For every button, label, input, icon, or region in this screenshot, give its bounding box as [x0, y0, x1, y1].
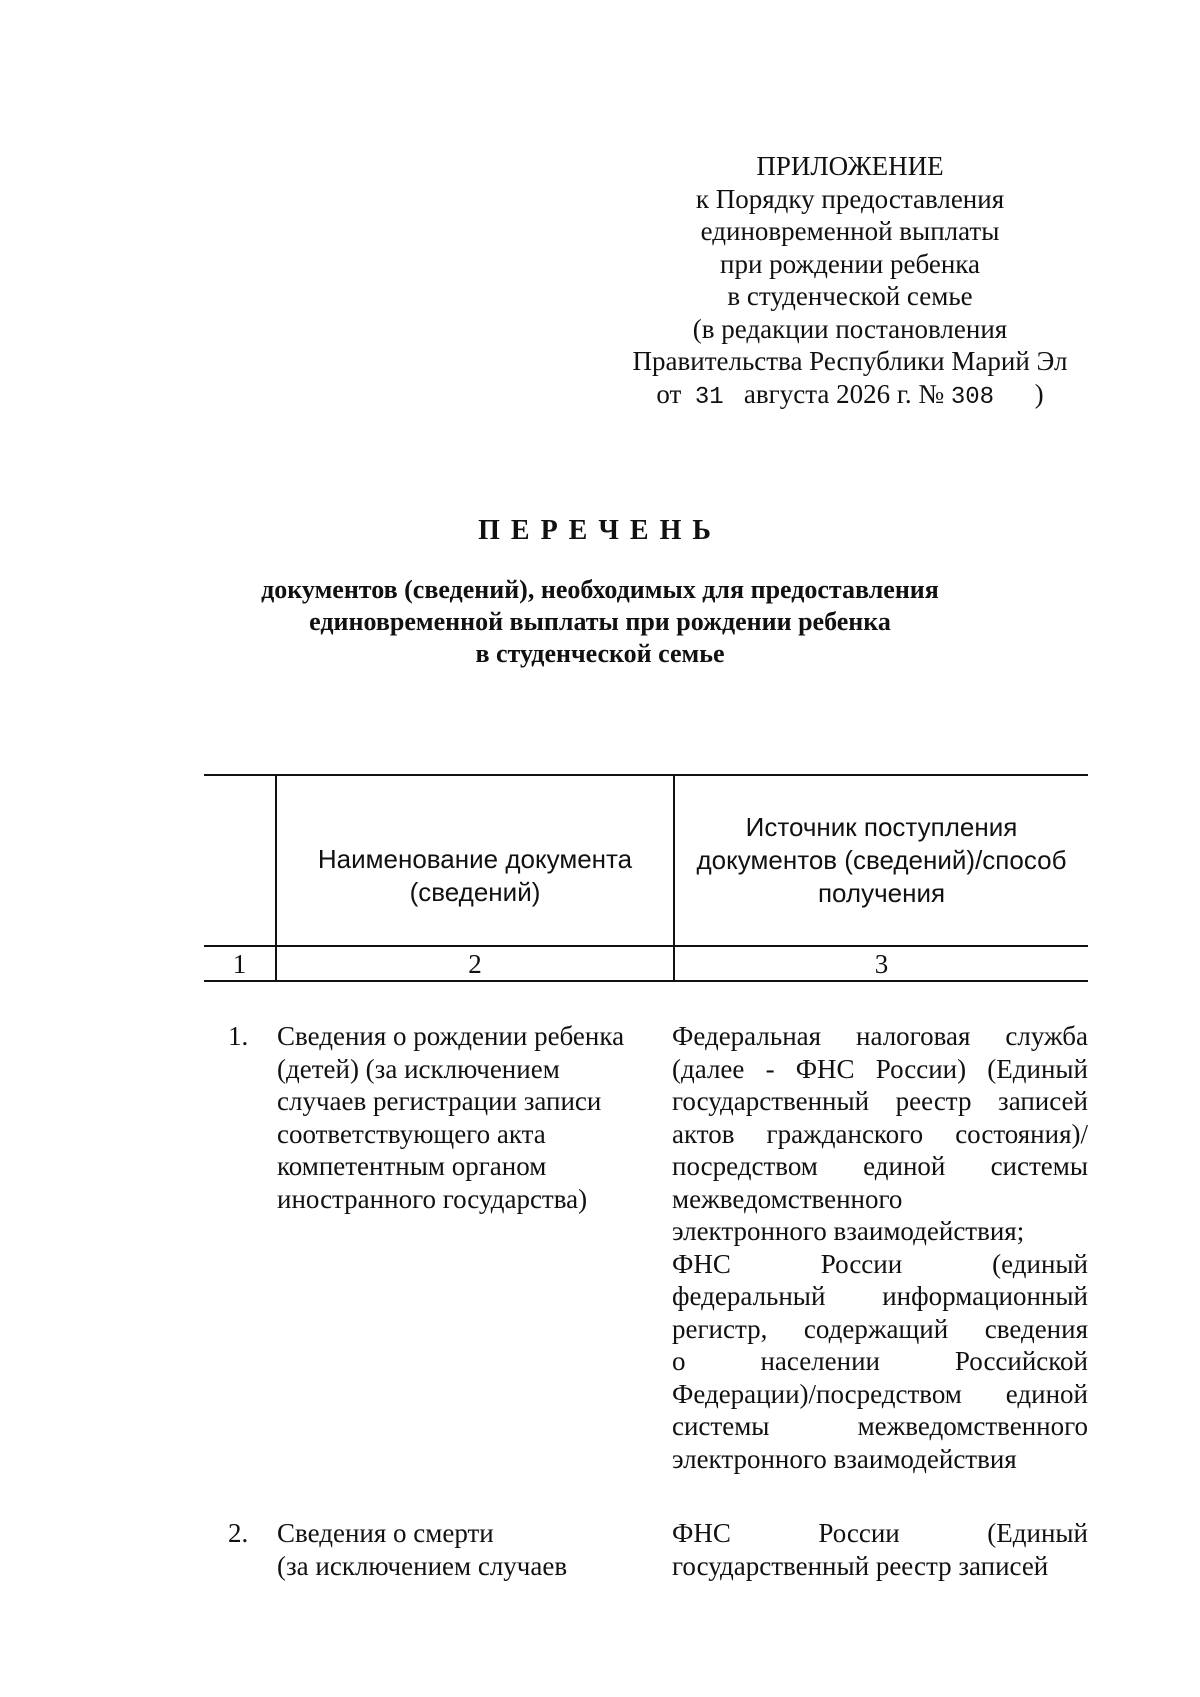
table-header-border	[204, 945, 1088, 947]
text-line: компетентным органом	[277, 1151, 547, 1181]
appendix-line: ПРИЛОЖЕНИЕ	[756, 151, 944, 181]
header-line: документов (сведений)/способ	[696, 845, 1067, 875]
text-line: соответствующего акта	[277, 1118, 546, 1149]
text-line: иностранного государства)	[277, 1183, 588, 1214]
date-day: 31	[694, 383, 724, 411]
row-document-name	[277, 1517, 647, 1582]
row-document-name	[277, 1020, 647, 1215]
header-line: Источник поступления	[745, 812, 1018, 842]
text-line: (детей) (за исключением	[277, 1053, 560, 1084]
text-line: федеральный информационный	[672, 1281, 1088, 1311]
text-line: о населении Российской	[672, 1346, 1088, 1376]
column-number-2: 2	[468, 949, 482, 979]
row-source	[672, 1517, 1088, 1582]
header-document-name	[277, 843, 673, 909]
row-number: 1.	[228, 1021, 249, 1051]
text-line: Федеральная налоговая служба	[672, 1021, 1088, 1051]
appendix-date-line	[600, 378, 1100, 415]
row-number: 2.	[228, 1518, 249, 1548]
text-line: посредством единой системы	[672, 1151, 1088, 1181]
text-line: системы межведомственного	[672, 1411, 1088, 1441]
column-number-3: 3	[874, 949, 889, 979]
text-line: регистр, содержащий сведения	[672, 1313, 1088, 1344]
date-rest: августа 2026 г. №	[743, 378, 945, 409]
text-line: ФНС России (Единый	[672, 1518, 1088, 1548]
appendix-line: в студенческой семье	[727, 281, 973, 311]
text-line: государственный реестр записей	[672, 1550, 1049, 1581]
text-line: Федерации)/посредством единой	[672, 1378, 1088, 1409]
date-prefix: от	[656, 378, 682, 409]
document-subtitle	[0, 574, 1200, 670]
appendix-line: единовременной выплаты	[700, 216, 1000, 246]
subtitle-line: в студенческой семье	[475, 639, 725, 668]
appendix-line: (в редакции постановления	[692, 313, 1008, 344]
column-number-1: 1	[232, 949, 247, 979]
text-line: актов гражданского состояния)/	[672, 1118, 1088, 1149]
subtitle-line: документов (сведений), необходимых для предоставления	[261, 575, 939, 604]
date-close: )	[1034, 378, 1044, 409]
document-title: ПЕРЕЧЕНЬ	[478, 515, 722, 546]
text-line: Сведения о смерти	[277, 1518, 494, 1548]
table-colnum-border	[204, 980, 1088, 982]
text-line: электронного взаимодействия;	[672, 1216, 1025, 1246]
text-line: ФНС России (единый	[672, 1248, 1088, 1279]
text-line: электронного взаимодействия	[672, 1443, 1017, 1474]
header-line: (сведений)	[409, 877, 541, 907]
date-number: 308	[950, 383, 995, 411]
text-line: случаев регистрации записи	[277, 1086, 602, 1116]
appendix-header	[600, 150, 1100, 414]
text-line: межведомственного	[672, 1183, 903, 1214]
table-top-border	[204, 774, 1088, 776]
row-source	[672, 1020, 1088, 1475]
appendix-line: Правительства Республики Марий Эл	[632, 346, 1068, 376]
text-line: (за исключением случаев	[277, 1550, 568, 1581]
appendix-line: при рождении ребенка	[720, 248, 980, 279]
text-line: (далее - ФНС России) (Единый	[672, 1053, 1088, 1084]
header-source	[675, 811, 1088, 910]
appendix-line: к Порядку предоставления	[695, 183, 1005, 214]
header-line: получения	[817, 878, 946, 908]
subtitle-line: единовременной выплаты при рождении ребенка	[309, 607, 891, 636]
header-line: Наименование документа	[317, 844, 633, 874]
text-line: Сведения о рождении ребенка	[277, 1021, 625, 1051]
text-line: государственный реестр записей	[672, 1086, 1088, 1116]
